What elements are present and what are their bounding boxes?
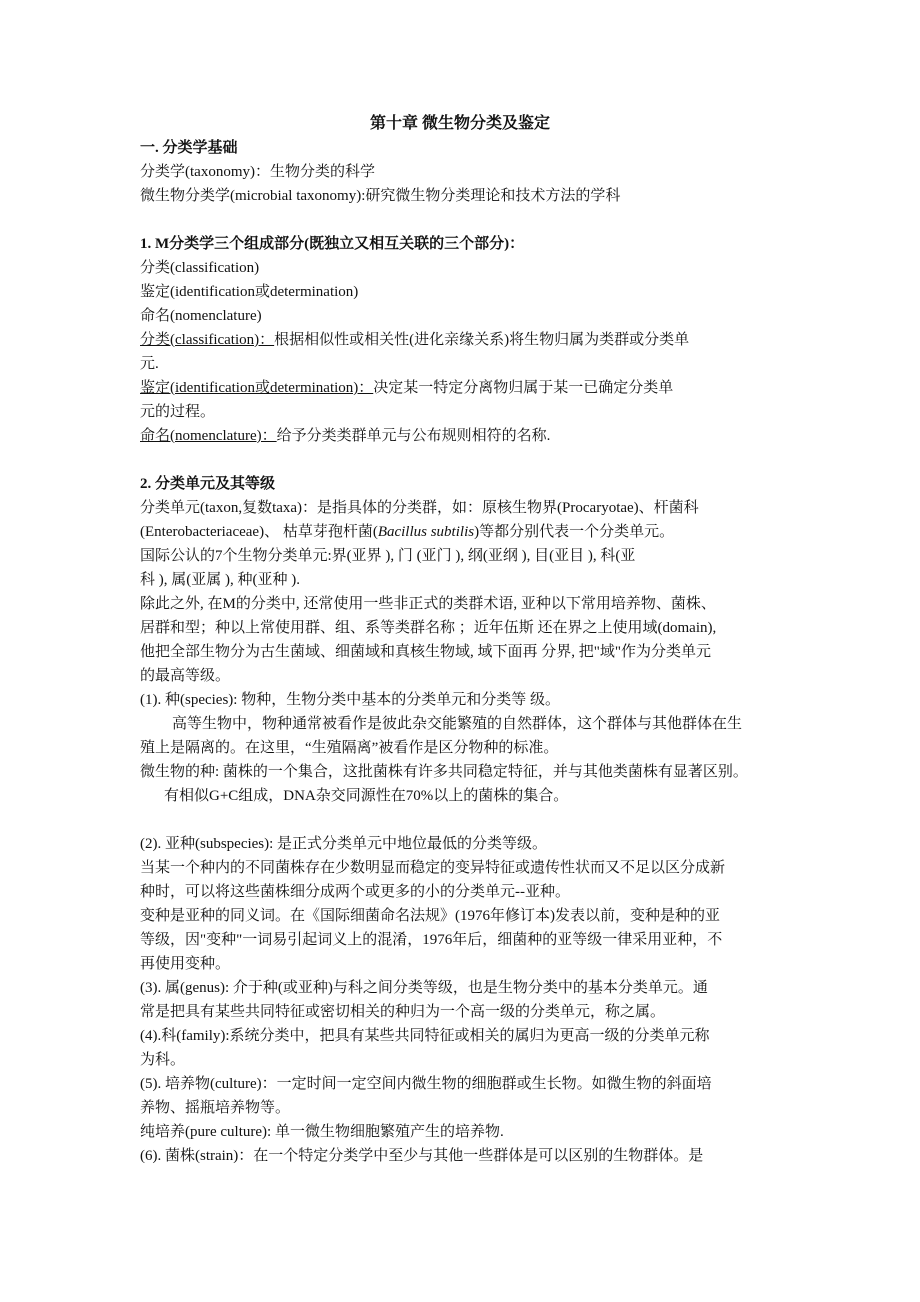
text-segment: (2). 亚种(subspecies): 是正式分类单元中地位最低的分类等级。 bbox=[140, 836, 548, 852]
text-line bbox=[140, 1024, 710, 1048]
text-line bbox=[140, 976, 708, 1000]
text-line bbox=[140, 736, 558, 760]
text-line bbox=[140, 184, 620, 208]
text-segment: 微生物的种: 菌株的一个集合，这批菌株有许多共同稳定特征，并与其他类菌株有显著区别。 bbox=[140, 764, 748, 780]
text-segment: 纯培养(pure culture): 单一微生物细胞繁殖产生的培养物. bbox=[140, 1124, 504, 1140]
text-line bbox=[140, 352, 159, 376]
chapter-title: 第十章 微生物分类及鉴定 bbox=[369, 115, 550, 132]
text-segment: (Enterobacteriaceae)、 枯草芽孢杆菌( bbox=[140, 524, 378, 540]
text-line bbox=[140, 376, 673, 400]
text-segment: 科 ), 属(亚属 ), 种(亚种 ). bbox=[140, 572, 300, 588]
text-segment: )等都分别代表一个分类单元。 bbox=[474, 524, 675, 540]
text-segment: 根据相似性或相关性(进化亲缘关系)将生物归属为类群或分类单 bbox=[274, 332, 690, 348]
italic-species-name: Bacillus subtilis bbox=[377, 524, 475, 540]
text-line bbox=[140, 688, 560, 712]
text-segment: 高等生物中，物种通常被看作是彼此杂交能繁殖的自然群体，这个群体与其他群体在生 bbox=[172, 716, 743, 732]
underlined-term: 分类(classification)： bbox=[140, 332, 275, 348]
text-line bbox=[140, 1072, 712, 1096]
text-line bbox=[140, 520, 674, 544]
text-line bbox=[140, 928, 722, 952]
text-segment: 一. 分类学基础 bbox=[140, 140, 238, 156]
section-heading bbox=[140, 136, 238, 160]
text-segment: 他把全部生物分为古生菌域、细菌域和真核生物域, 域下面再 分界, 把"域"作为分类单元 bbox=[140, 644, 711, 660]
text-segment: 常是把具有某些共同特征或密切相关的种归为一个高一级的分类单元，称之属。 bbox=[140, 1004, 666, 1020]
text-line bbox=[140, 1144, 703, 1168]
text-segment: 元的过程。 bbox=[140, 404, 216, 420]
text-segment: 除此之外, 在M的分类中, 还常使用一些非正式的类群术语, 亚种以下常用培养物、菌株、 bbox=[140, 596, 716, 612]
text-line bbox=[172, 712, 742, 736]
text-segment: (5). 培养物(culture)：一定时间一定空间内微生物的细胞群或生长物。如微生物的斜面培 bbox=[140, 1076, 712, 1092]
text-segment: (1). 种(species): 物种，生物分类中基本的分类单元和分类等 级。 bbox=[140, 692, 560, 708]
text-segment: 变种是亚种的同义词。在《国际细菌命名法规》(1976年修订本)发表以前，变种是种的亚 bbox=[140, 908, 720, 924]
text-line bbox=[140, 1000, 665, 1024]
text-segment: (3). 属(genus): 介于种(或亚种)与科之间分类等级，也是生物分类中的基本分类单元。通 bbox=[140, 980, 708, 996]
text-segment: 分类单元(taxon,复数taxa)：是指具体的分类群，如：原核生物界(Procaryotae)、杆菌科 bbox=[140, 500, 699, 516]
text-segment: 当某一个种内的不同菌株存在少数明显而稳定的变异特征或遗传性状而又不足以区分成新 bbox=[140, 860, 726, 876]
subsection-heading bbox=[140, 232, 524, 256]
text-segment: 殖上是隔离的。在这里，“生殖隔离”被看作是区分物种的标准。 bbox=[140, 740, 559, 756]
text-line bbox=[140, 544, 635, 568]
text-segment: 给予分类类群单元与公布规则相符的名称. bbox=[276, 428, 551, 444]
subsection-heading bbox=[140, 472, 275, 496]
text-line bbox=[140, 256, 259, 280]
text-line bbox=[140, 856, 725, 880]
text-line bbox=[140, 592, 716, 616]
text-line bbox=[140, 280, 358, 304]
text-line bbox=[140, 424, 550, 448]
text-segment: 为科。 bbox=[140, 1052, 186, 1068]
text-line bbox=[140, 328, 689, 352]
text-segment: 等级，因"变种"一词易引起词义上的混淆，1976年后，细菌种的亚等级一律采用亚种，不 bbox=[140, 932, 723, 948]
underlined-term: 命名(nomenclature)： bbox=[140, 428, 277, 444]
text-segment: 分类(classification) bbox=[140, 260, 260, 276]
text-segment: 微生物分类学(microbial taxonomy):研究微生物分类理论和技术方法的学科 bbox=[140, 188, 621, 204]
text-line bbox=[140, 880, 570, 904]
text-segment: 命名(nomenclature) bbox=[140, 308, 262, 324]
text-segment: 再使用变种。 bbox=[140, 956, 231, 972]
text-segment: 1. M分类学三个组成部分(既独立又相互关联的三个部分)： bbox=[140, 236, 525, 252]
text-segment: 分类学(taxonomy)：生物分类的科学 bbox=[140, 164, 375, 180]
text-line bbox=[140, 568, 300, 592]
text-line bbox=[140, 832, 547, 856]
text-segment: 养物、摇瓶培养物等。 bbox=[140, 1100, 291, 1116]
text-line bbox=[140, 1048, 185, 1072]
text-segment: (4).科(family):系统分类中，把具有某些共同特征或相关的属归为更高一级的分类单元称 bbox=[140, 1028, 710, 1044]
text-line bbox=[140, 160, 375, 184]
text-segment: (6). 菌株(strain)：在一个特定分类学中至少与其他一些群体是可以区别的生物群体。是 bbox=[140, 1148, 704, 1164]
text-line bbox=[140, 952, 230, 976]
text-line bbox=[140, 760, 748, 784]
text-segment: 的最高等级。 bbox=[140, 668, 231, 684]
text-segment: 鉴定(identification或determination) bbox=[140, 284, 359, 300]
text-line bbox=[140, 640, 711, 664]
text-line bbox=[140, 664, 230, 688]
text-line bbox=[164, 784, 568, 808]
text-segment: 居群和型；种以上常使用群、组、系等类群名称 ；近年伍斯 还在界之上使用域(domain), bbox=[140, 620, 717, 636]
text-line bbox=[140, 616, 716, 640]
text-segment: 有相似G+C组成，DNA杂交同源性在70%以上的菌株的集合。 bbox=[164, 788, 569, 804]
text-line bbox=[140, 1120, 504, 1144]
text-segment: 国际公认的7个生物分类单元:界(亚界 ), 门 (亚门 ), 纲(亚纲 ), 目(亚目 ), 科(亚 bbox=[140, 548, 636, 564]
text-segment: 元. bbox=[140, 356, 159, 372]
text-line bbox=[140, 1096, 290, 1120]
text-line bbox=[140, 496, 699, 520]
text-line bbox=[140, 304, 262, 328]
text-line bbox=[140, 904, 720, 928]
text-segment: 种时，可以将这些菌株细分成两个或更多的小的分类单元--亚种。 bbox=[140, 884, 570, 900]
text-segment: 2. 分类单元及其等级 bbox=[140, 476, 276, 492]
underlined-term: 鉴定(identification或determination)： bbox=[140, 380, 374, 396]
text-line bbox=[140, 400, 215, 424]
text-segment: 决定某一特定分离物归属于某一已确定分类单 bbox=[373, 380, 674, 396]
